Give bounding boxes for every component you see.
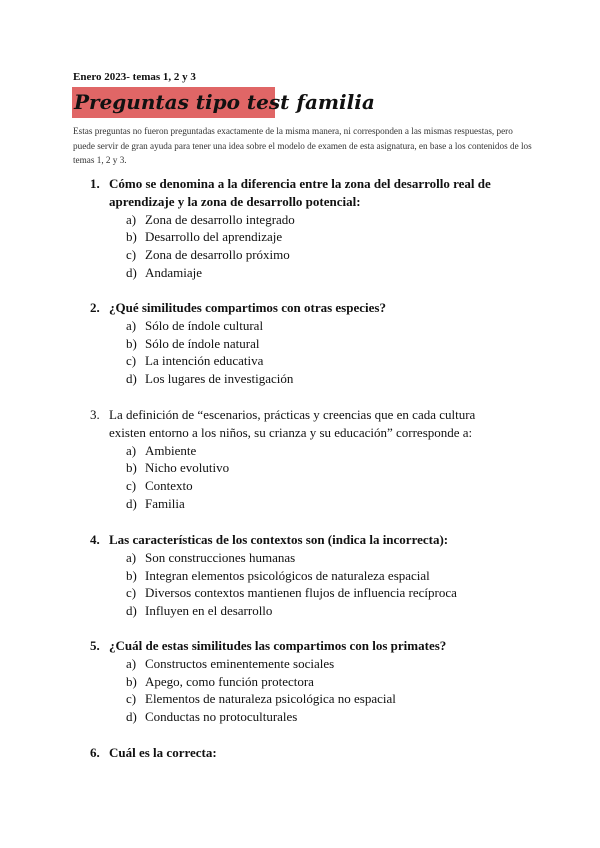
option-text: Andamiaje [145, 264, 203, 280]
answer-option [90, 264, 510, 282]
question-2 [90, 299, 510, 388]
answer-option [90, 602, 510, 620]
option-text: Influyen en el desarrollo [145, 603, 273, 619]
answer-option [90, 211, 510, 229]
option-letter: d) [126, 709, 137, 725]
option-letter: a) [126, 211, 137, 227]
option-letter: b) [126, 335, 137, 351]
answer-option [90, 370, 510, 388]
option-text: Sólo de índole natural [145, 335, 260, 351]
answer-option [90, 352, 510, 370]
option-text: La intención educativa [145, 353, 264, 369]
question-4 [90, 531, 510, 620]
question-number: 1. [90, 176, 100, 191]
answer-option [90, 317, 510, 335]
option-text: Elementos de naturaleza psicológica no espacial [145, 691, 396, 707]
option-text: Zona de desarrollo integrado [145, 211, 295, 227]
option-text: Conductas no protoculturales [145, 709, 298, 725]
option-letter: b) [126, 673, 137, 689]
option-letter: b) [126, 460, 137, 476]
answer-option [90, 673, 510, 691]
document-header: Enero 2023- temas 1, 2 y 3 [73, 71, 196, 83]
option-letter: a) [126, 655, 137, 671]
question-text: La definición de “escenarios, prácticas y creencias que en cada cultura existen entorno a los niños, su crianza y su educación” corresponde a: [109, 407, 476, 440]
option-text: Desarrollo del aprendizaje [145, 229, 283, 245]
question-6 [90, 744, 510, 762]
answer-option [90, 549, 510, 567]
option-letter: b) [126, 229, 137, 245]
option-letter: c) [126, 691, 137, 707]
question-text: ¿Qué similitudes compartimos con otras especies? [109, 300, 386, 315]
option-text: Nicho evolutivo [145, 460, 230, 476]
question-1 [90, 175, 510, 282]
option-text: Son construcciones humanas [145, 549, 296, 565]
option-letter: d) [126, 603, 137, 619]
answer-option [90, 335, 510, 353]
question-number: 2. [90, 300, 100, 315]
option-text: Constructos eminentemente sociales [145, 655, 335, 671]
answer-option [90, 567, 510, 585]
question-text: ¿Cuál de estas similitudes las compartimos con los primates? [109, 638, 447, 653]
question-number: 4. [90, 532, 100, 547]
question-number: 3. [90, 407, 100, 422]
option-text: Sólo de índole cultural [145, 317, 264, 333]
question-text: Cuál es la correcta: [109, 745, 217, 760]
answer-option [90, 228, 510, 246]
option-text: Ambiente [145, 442, 197, 458]
option-letter: a) [126, 549, 137, 565]
answer-option [90, 495, 510, 513]
answer-option [90, 708, 510, 726]
question-3 [90, 406, 510, 513]
answer-option [90, 459, 510, 477]
question-number: 6. [90, 745, 100, 760]
option-text: Integran elementos psicológicos de naturaleza espacial [145, 567, 430, 583]
option-letter: d) [126, 264, 137, 280]
option-letter: d) [126, 495, 137, 511]
question-5 [90, 637, 510, 726]
answer-option [90, 690, 510, 708]
option-text: Familia [145, 495, 185, 511]
answer-option [90, 584, 510, 602]
intro-paragraph: Estas preguntas no fueron preguntadas exactamente de la misma manera, ni corresponden a las mismas respuestas, pero puede servir de gran ayuda para tener una idea sobre el modelo de examen de esta asignatura, en base a los contenidos de los temas 1, 2 y 3. [73, 126, 532, 165]
option-letter: d) [126, 371, 137, 387]
option-letter: c) [126, 585, 137, 601]
option-letter: a) [126, 442, 137, 458]
answer-option [90, 477, 510, 495]
answer-option [90, 655, 510, 673]
option-letter: c) [126, 478, 137, 494]
option-letter: a) [126, 317, 137, 333]
question-text: Cómo se denomina a la diferencia entre la zona del desarrollo real de aprendizaje y la zona de desarrollo potencial: [109, 176, 491, 209]
option-text: Contexto [145, 478, 193, 494]
question-number: 5. [90, 638, 100, 653]
option-text: Los lugares de investigación [145, 371, 294, 387]
answer-option [90, 442, 510, 460]
option-letter: b) [126, 567, 137, 583]
option-letter: c) [126, 353, 137, 369]
answer-option [90, 246, 510, 264]
option-text: Apego, como función protectora [145, 673, 314, 689]
question-text: Las características de los contextos son (indica la incorrecta): [109, 532, 449, 547]
option-text: Zona de desarrollo próximo [145, 247, 290, 263]
option-letter: c) [126, 247, 137, 263]
option-text: Diversos contextos mantienen flujos de influencia recíproca [145, 585, 457, 601]
document-title: Preguntas tipo test familia [72, 87, 275, 118]
